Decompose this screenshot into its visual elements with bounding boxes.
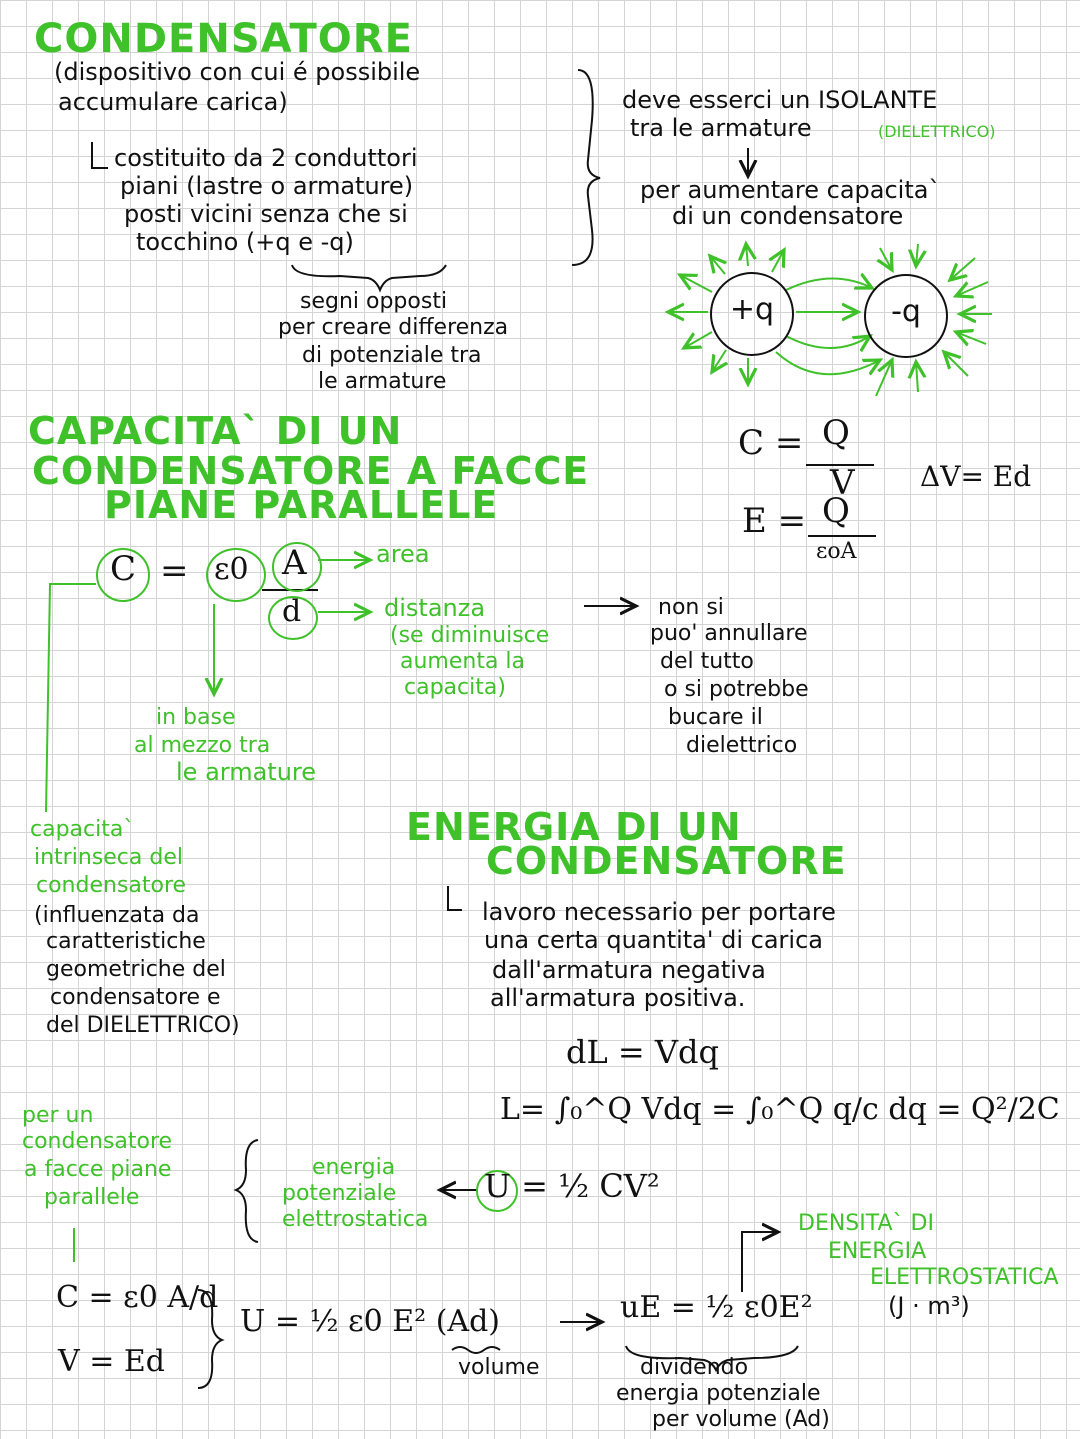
- field-denominator: εoA: [816, 539, 857, 564]
- work-differential: dL = Vdq: [566, 1033, 719, 1071]
- influence-5: del DIELETTRICO): [46, 1013, 240, 1038]
- field-numerator: Q: [822, 491, 850, 531]
- potential-energy-3: elettrostatica: [282, 1207, 429, 1232]
- nonzero-5: bucare il: [668, 705, 763, 730]
- opposite-4: le armature: [318, 369, 447, 394]
- for-parallel-1: per un: [22, 1103, 94, 1128]
- distance-label-3: aumenta la: [400, 649, 526, 674]
- insulator-line-1: deve esserci un ISOLANTE: [622, 86, 938, 114]
- negative-charge: [864, 274, 948, 358]
- density-label-2: ENERGIA: [828, 1239, 927, 1264]
- density-units: (J · m³): [888, 1292, 970, 1320]
- field-formula: E =: [742, 501, 807, 541]
- capacity-distance-symbol: d: [282, 594, 302, 629]
- density-label-1: DENSITA` DI: [798, 1211, 934, 1236]
- positive-charge-label: +q: [729, 292, 775, 327]
- energy-volume-formula: U = ½ ε0 E² (Ad): [240, 1304, 501, 1339]
- intrinsic-2: intrinseca del: [34, 845, 183, 870]
- hook-mark: [92, 142, 108, 168]
- intrinsic-3: condensatore: [36, 873, 187, 898]
- intro-desc-3: posti vicini senza che si: [124, 200, 408, 228]
- energy-title-1: ENERGIA DI UN: [406, 805, 742, 849]
- work-line-4: all'armatura positiva.: [490, 984, 746, 1012]
- intro-desc-1: costituito da 2 conduttori: [114, 144, 418, 172]
- for-parallel-4: parallele: [44, 1185, 140, 1210]
- distance-label-1: distanza: [384, 594, 486, 622]
- work-line-2: una certa quantita' di carica: [484, 926, 823, 954]
- insulator-line-4: di un condensatore: [672, 202, 904, 230]
- influence-3: geometriche del: [46, 957, 226, 982]
- dividing-1: dividendo: [640, 1355, 749, 1380]
- nonzero-6: dielettrico: [686, 733, 798, 758]
- nonzero-4: o si potrebbe: [664, 677, 809, 702]
- system-voltage: V = Ed: [58, 1344, 165, 1379]
- energy-density-formula: uE = ½ ε0E²: [620, 1290, 813, 1325]
- capacity-area-symbol: A: [282, 543, 307, 583]
- capacitance-formula: C =: [738, 423, 804, 463]
- distance-label-2: (se diminuisce: [390, 623, 550, 648]
- formula-numerator: Q: [822, 413, 850, 453]
- insulator-line-2: tra le armature: [630, 114, 812, 142]
- underbrace: [292, 265, 446, 290]
- insulator-line-3: per aumentare capacita`: [640, 176, 941, 204]
- formula-denominator: V: [830, 463, 855, 503]
- capacity-title-2: CONDENSATORE A FACCE: [32, 449, 590, 493]
- work-line-3: dall'armatura negativa: [492, 956, 766, 984]
- opposite-2: per creare differenza: [278, 315, 509, 340]
- potential-energy-1: energia: [312, 1155, 396, 1180]
- page-title: CONDENSATORE: [34, 16, 413, 62]
- intro-line-1: (dispositivo con cui é possibile: [54, 58, 421, 86]
- work-integral: L= ∫₀^Q Vdq = ∫₀^Q q/c dq = Q²/2C: [500, 1092, 1060, 1127]
- for-parallel-3: a facce piane: [24, 1157, 172, 1182]
- energy-title-2: CONDENSATORE: [486, 839, 847, 883]
- capacity-title-1: CAPACITA` DI UN: [28, 409, 403, 453]
- dividing-3: per volume (Ad): [652, 1407, 830, 1432]
- medium-2: al mezzo tra: [134, 733, 271, 758]
- influence-2: caratteristiche: [46, 929, 206, 954]
- capacity-c: C: [110, 549, 137, 589]
- system-capacitance: C = ε0 A/d: [56, 1280, 219, 1315]
- dividing-2: energia potenziale: [616, 1381, 821, 1406]
- density-label-3: ELETTROSTATICA: [870, 1265, 1059, 1290]
- intro-desc-2: piani (lastre o armature): [120, 172, 414, 200]
- nonzero-3: del tutto: [660, 649, 754, 674]
- medium-1: in base: [156, 705, 236, 730]
- potential-energy-2: potenziale: [282, 1181, 397, 1206]
- capacity-epsilon: ε0: [214, 552, 249, 587]
- positive-charge: [710, 272, 794, 356]
- opposite-1: segni opposti: [300, 289, 448, 314]
- for-parallel-2: condensatore: [22, 1129, 173, 1154]
- intrinsic-1: capacita`: [30, 817, 135, 842]
- medium-3: le armature: [176, 758, 317, 786]
- influence-4: condensatore e: [50, 985, 221, 1010]
- area-label: area: [376, 540, 430, 568]
- opposite-3: di potenziale tra: [302, 343, 482, 368]
- energy-formula: U = ½ CV²: [484, 1167, 660, 1205]
- nonzero-1: non si: [658, 595, 724, 620]
- nonzero-2: puo' annullare: [650, 621, 808, 646]
- intro-desc-4: tocchino (+q e -q): [136, 228, 354, 256]
- right-brace: [572, 70, 600, 265]
- distance-label-4: capacita): [404, 675, 506, 700]
- capacity-title-3: PIANE PARALLELE: [104, 483, 499, 527]
- work-line-1: lavoro necessario per portare: [482, 898, 836, 926]
- dielectric-label: (DIELETTRICO): [878, 122, 996, 141]
- potential-difference-formula: ΔV= Ed: [920, 460, 1032, 493]
- influence-1: (influenzata da: [34, 903, 200, 928]
- volume-label: volume: [458, 1355, 540, 1380]
- capacity-equals: =: [160, 551, 189, 591]
- intro-line-2: accumulare carica): [58, 88, 288, 116]
- negative-charge-label: -q: [891, 294, 921, 329]
